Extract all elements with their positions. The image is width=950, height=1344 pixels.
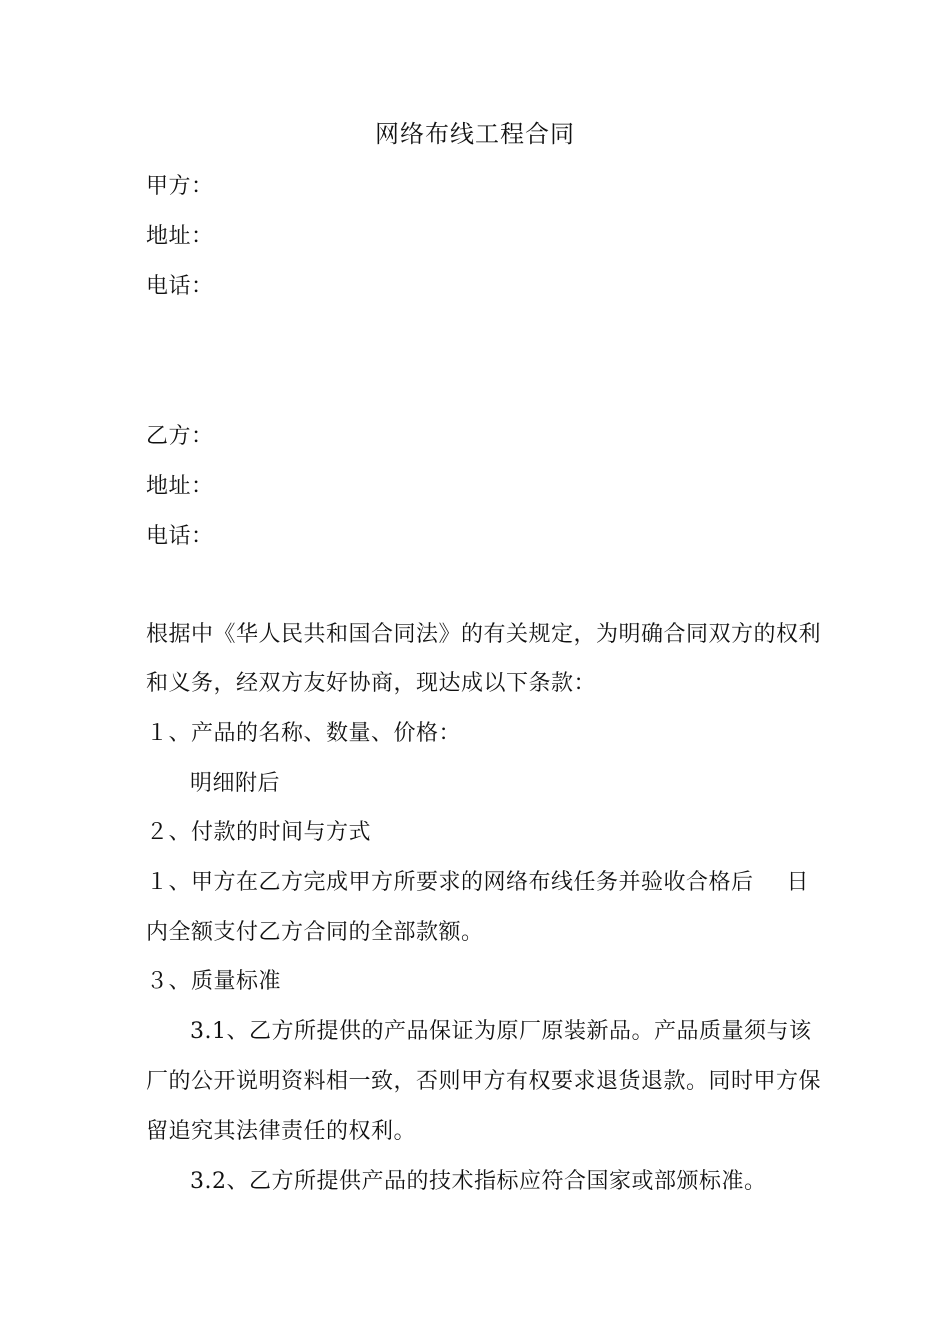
party-b-address-label: 地址： <box>146 474 214 499</box>
section-3-clause-1-line-2: 厂的公开说明资料相一致，否则甲方有权要求退货退款。同时甲方保 <box>146 1069 822 1094</box>
section-3-clause-1-line-1: 3.1、乙方所提供的产品保证为原厂原装新品。产品质量须与该 <box>190 1019 812 1044</box>
section-2-clause-line-1 <box>146 868 809 898</box>
party-b-phone-label: 电话： <box>146 524 214 549</box>
section-3-heading: ３、质量标准 <box>146 969 282 994</box>
preamble-line-1: 根据中《华人民共和国合同法》的有关规定，为明确合同双方的权利 <box>146 622 822 647</box>
section-3-clause-1-line-3: 留追究其法律责任的权利。 <box>146 1119 417 1144</box>
party-a-name-label: 甲方： <box>146 174 214 199</box>
party-b-name-label: 乙方： <box>146 424 214 449</box>
section-3-clause-2: 3.2、乙方所提供产品的技术指标应符合国家或部颁标准。 <box>190 1169 767 1194</box>
party-a-phone-label: 电话： <box>146 274 214 299</box>
section-2-clause-line-2: 内全额支付乙方合同的全部款额。 <box>146 920 484 945</box>
section-1-body: 明细附后 <box>190 771 281 796</box>
section-1-heading: １、产品的名称、数量、价格： <box>146 721 462 746</box>
section-2-clause-line-1-left: １、甲方在乙方完成甲方所要求的网络布线任务并验收合格后 <box>146 870 754 895</box>
section-2-heading: ２、付款的时间与方式 <box>146 820 372 845</box>
document-title: 网络布线工程合同 <box>375 120 575 148</box>
section-2-clause-line-1-right: 日 <box>786 870 809 895</box>
party-a-address-label: 地址： <box>146 224 214 249</box>
preamble-line-2: 和义务，经双方友好协商，现达成以下条款： <box>146 671 597 696</box>
